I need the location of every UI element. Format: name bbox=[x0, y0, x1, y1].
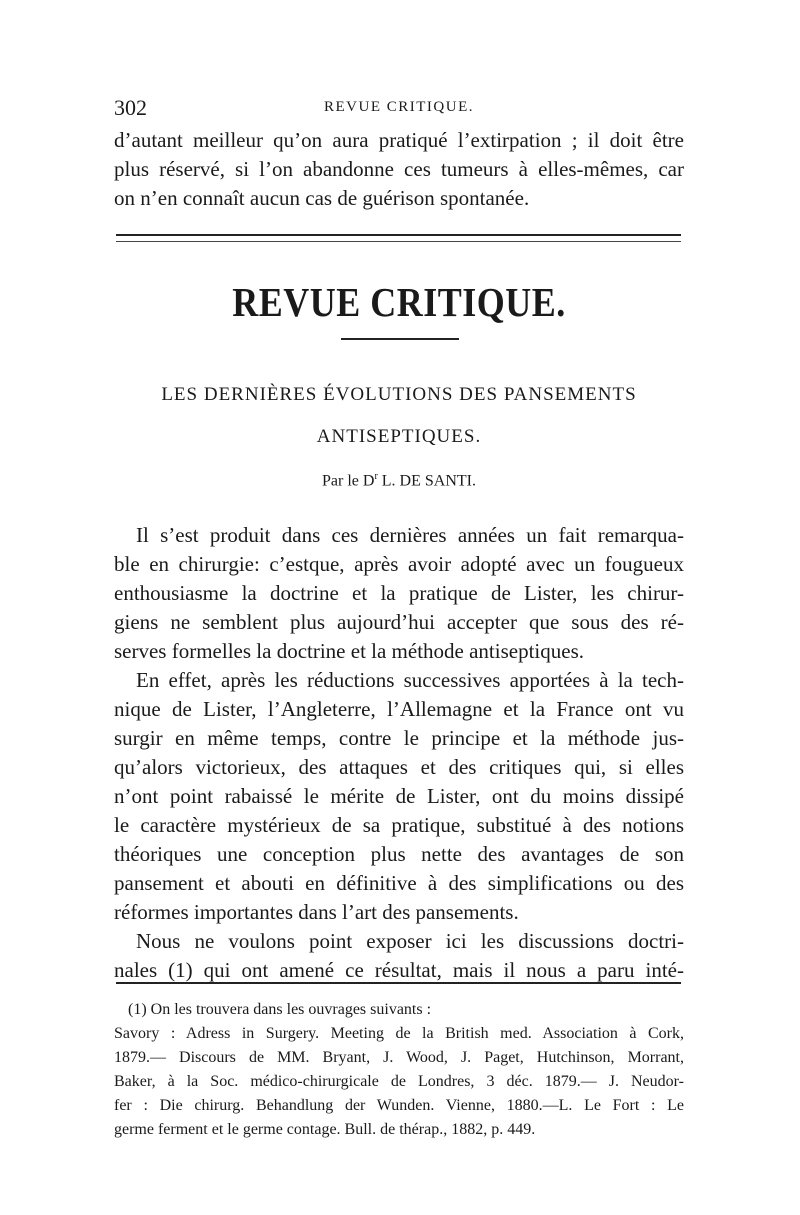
section-title: REVUE CRITIQUE. bbox=[232, 279, 566, 326]
article-title-line-2: ANTISEPTIQUES. bbox=[316, 426, 482, 447]
page-header bbox=[114, 95, 684, 125]
text-line: n’ont point rabaissé le mérite de Lister, ont du moins dissipé bbox=[114, 784, 684, 808]
footnote-line: germe ferment et le germe contage. Bull. de thérap., 1882, p. 449. bbox=[114, 1121, 536, 1138]
page-number: 302 bbox=[114, 95, 147, 120]
text-line: plus réservé, si l’on abandonne ces tumeurs à elles-mêmes, car bbox=[114, 157, 684, 181]
text-line: surgir en même temps, contre le principe et la méthode jus- bbox=[114, 726, 684, 750]
byline-author: L. DE SANTI. bbox=[377, 472, 476, 490]
text-line: ble en chirurgie: c’estque, après avoir adopté avec un fougueux bbox=[114, 552, 684, 576]
text-line: serves formelles la doctrine et la méthode antiseptiques. bbox=[114, 639, 585, 663]
text-line: giens ne semblent plus aujourd’hui accepter que sous des ré- bbox=[114, 610, 684, 634]
footnote-line: 1879.— Discours de MM. Bryant, J. Wood, J. Paget, Hutchinson, Morrant, bbox=[114, 1049, 684, 1066]
footnote-line: (1) On les trouvera dans les ouvrages suivants : bbox=[128, 1001, 432, 1018]
footnote-line: Savory : Adress in Surgery. Meeting de la British med. Association à Cork, bbox=[114, 1025, 684, 1042]
section-divider-top bbox=[116, 234, 681, 236]
text-line: Nous ne voulons point exposer ici les discussions doctri- bbox=[136, 929, 684, 953]
text-line: Il s’est produit dans ces dernières années un fait remarqua- bbox=[136, 523, 684, 547]
running-head: REVUE CRITIQUE. bbox=[324, 99, 474, 115]
text-line: réformes importantes dans l’art des pansements. bbox=[114, 900, 519, 924]
footnote-rule bbox=[116, 982, 681, 984]
text-line: pansement et abouti en définitive à des simplifications ou des bbox=[114, 871, 684, 895]
text-line: enthousiasme la doctrine et la pratique de Lister, les chirur- bbox=[114, 581, 684, 605]
footnote-line: fer : Die chirurg. Behandlung der Wunden. Vienne, 1880.—L. Le Fort : Le bbox=[114, 1097, 684, 1114]
text-line: En effet, après les réductions successives apportées à la tech- bbox=[136, 668, 684, 692]
byline bbox=[114, 471, 684, 490]
byline-superscript: r bbox=[374, 471, 378, 482]
article-title-line-1: LES DERNIÈRES ÉVOLUTIONS DES PANSEMENTS bbox=[161, 384, 637, 405]
byline-prefix: Par le D bbox=[322, 472, 375, 490]
text-line: qu’alors victorieux, des attaques et des critiques qui, si elles bbox=[114, 755, 684, 779]
section-divider-bottom bbox=[116, 241, 681, 242]
text-line: nales (1) qui ont amené ce résultat, mais il nous a paru inté- bbox=[114, 958, 684, 982]
title-ornament-rule bbox=[341, 338, 459, 340]
text-line: nique de Lister, l’Angleterre, l’Allemagne et la France ont vu bbox=[114, 697, 684, 721]
text-line: d’autant meilleur qu’on aura pratiqué l’extirpation ; il doit être bbox=[114, 128, 684, 152]
text-line: on n’en connaît aucun cas de guérison spontanée. bbox=[114, 186, 530, 210]
footnote-line: Baker, à la Soc. médico-chirurgicale de Londres, 3 déc. 1879.— J. Neudor- bbox=[114, 1073, 684, 1090]
text-line: théoriques une conception plus nette des avantages de son bbox=[114, 842, 684, 866]
text-line: le caractère mystérieux de sa pratique, substitué à des notions bbox=[114, 813, 684, 837]
